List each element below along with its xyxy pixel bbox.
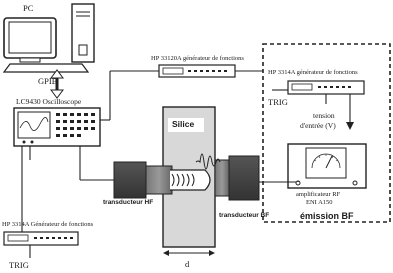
generator-top-label: HP 33120A générateur de fonctions [151,55,244,62]
emission-bf-label: émission BF [300,211,354,221]
tension-label-line1: tension [313,111,335,120]
gpib-label: GPIB [38,76,58,86]
generator-top-icon [159,65,235,77]
generator-right-icon [288,81,364,94]
trig-bottom-label: TRIG [9,260,29,270]
trig-right-label: TRIG [268,97,288,107]
generator-bottom-label: HP 3314A Générateur de fonctions [2,221,94,228]
transducteur-bf-label: transducteur BF [219,212,270,219]
amplifier-icon [288,144,366,188]
tension-label-line2: d'entrée (V) [300,121,336,130]
oscilloscope-label: LC9430 Oscilloscope [16,97,82,106]
pc-label: PC [23,3,34,13]
pc-tower-icon [72,4,94,62]
oscilloscope-icon [14,108,100,146]
generator-right-label: HP 3314A générateur de fonctions [268,69,358,76]
pc-monitor-icon [4,18,56,62]
pc-keyboard-icon [4,64,88,72]
bf-transducer-icon [215,156,259,200]
amplifier-label-line1: amplificateur RF [296,191,341,198]
transducteur-hf-label: transducteur HF [103,199,154,206]
silice-label: Silice [172,119,195,129]
generator-bottom-icon [4,232,78,245]
distance-d-label: d [185,259,190,269]
amplifier-label-line2: ENI A150 [306,199,333,206]
